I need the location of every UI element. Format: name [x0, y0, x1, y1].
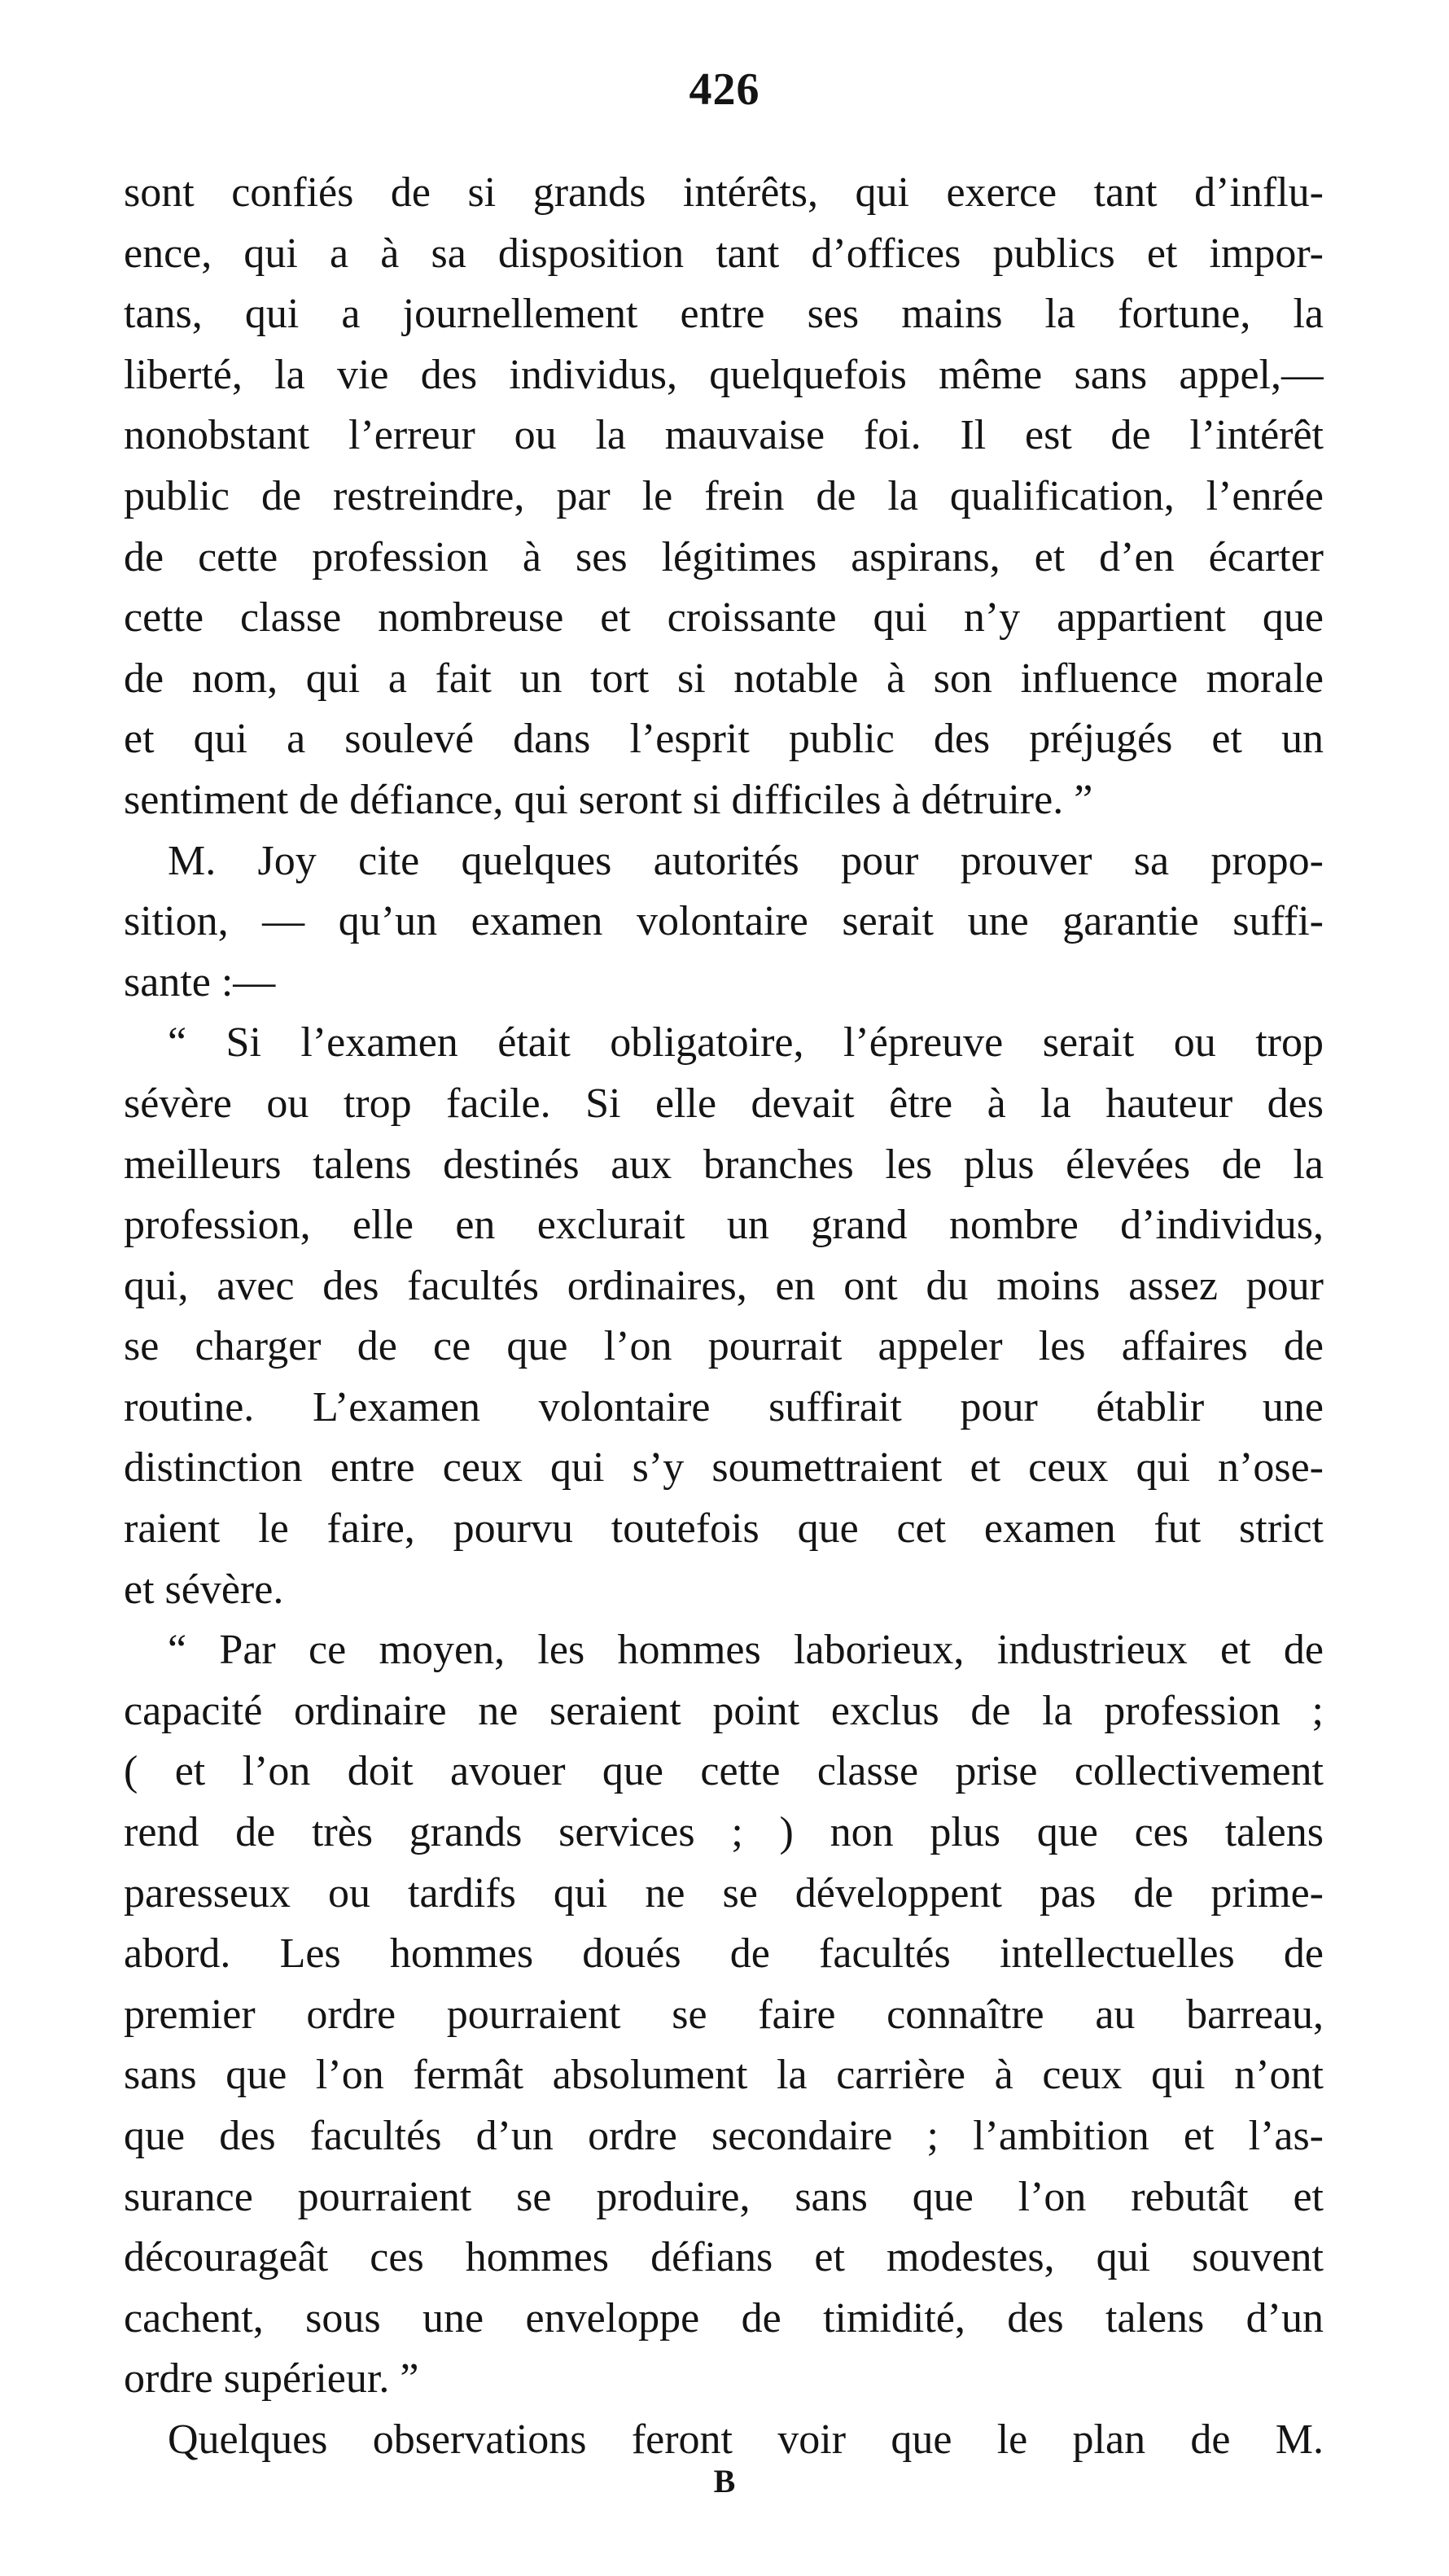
- text-line: routine. L’examen volontaire suffirait pour établir une: [124, 1383, 1324, 1430]
- text-line: Quelques observations feront voir que le plan de M.: [168, 2416, 1324, 2463]
- body-text: [124, 163, 1324, 2471]
- text-line: nonobstant l’erreur ou la mauvaise foi. Il est de l’intérêt: [124, 412, 1324, 459]
- text-line: meilleurs talens destinés aux branches les plus élevées de la: [124, 1141, 1324, 1188]
- text-line: se charger de ce que l’on pourrait appeler les affaires de: [124, 1323, 1324, 1370]
- text-line: profession, elle en exclurait un grand nombre d’individus,: [124, 1202, 1324, 1249]
- text-line: surance pourraient se produire, sans que l’on rebutât et: [124, 2173, 1324, 2220]
- text-line: de nom, qui a fait un tort si notable à son influence morale: [124, 655, 1324, 702]
- text-line: qui, avec des facultés ordinaires, en ont du moins assez pour: [124, 1262, 1324, 1309]
- text-line: “ Si l’examen était obligatoire, l’épreuve serait ou trop: [168, 1019, 1324, 1067]
- text-line: public de restreindre, par le frein de la qualification, l’enrée: [124, 472, 1324, 519]
- text-line: rend de très grands services ; ) non plus que ces talens: [124, 1809, 1324, 1856]
- text-line: sition, — qu’un examen volontaire serait une garantie suffi-: [124, 898, 1324, 945]
- text-line: raient le faire, pourvu toutefois que cet examen fut strict: [124, 1505, 1324, 1553]
- text-line: sentiment de défiance, qui seront si difficiles à détruire. ”: [124, 776, 1093, 823]
- text-line: sans que l’on fermât absolument la carrière à ceux qui n’ont: [124, 2052, 1324, 2099]
- text-line: liberté, la vie des individus, quelquefois même sans appel,—: [124, 351, 1324, 398]
- text-line: sont confiés de si grands intérêts, qui exerce tant d’influ-: [124, 169, 1324, 216]
- text-line: cette classe nombreuse et croissante qui n’y appartient que: [124, 594, 1324, 642]
- text-line: capacité ordinaire ne seraient point exclus de la profession ;: [124, 1687, 1324, 1734]
- text-line: abord. Les hommes doués de facultés intellectuelles de: [124, 1930, 1324, 1978]
- text-line: et sévère.: [124, 1566, 284, 1613]
- text-line: que des facultés d’un ordre secondaire ; l’ambition et l’as-: [124, 2113, 1324, 2159]
- text-line: ordre supérieur. ”: [124, 2355, 419, 2403]
- text-line: ( et l’on doit avouer que cette classe prise collectivement: [124, 1748, 1324, 1795]
- text-line: premier ordre pourraient se faire connaître au barreau,: [124, 1991, 1324, 2038]
- text-line: décourageât ces hommes défians et modestes, qui souvent: [124, 2234, 1324, 2281]
- text-line: de cette profession à ses légitimes aspirans, et d’en écarter: [124, 533, 1324, 580]
- text-line: sévère ou trop facile. Si elle devait être à la hauteur des: [124, 1080, 1324, 1127]
- text-line: ence, qui a à sa disposition tant d’offices publics et impor-: [124, 230, 1324, 277]
- text-line: M. Joy cite quelques autorités pour prouver sa propo-: [168, 837, 1324, 884]
- text-line: “ Par ce moyen, les hommes laborieux, industrieux et de: [168, 1627, 1324, 1674]
- text-line: distinction entre ceux qui s’y soumettraient et ceux qui n’ose-: [124, 1444, 1324, 1492]
- text-line: et qui a soulevé dans l’esprit public des préjugés et un: [124, 716, 1324, 763]
- text-line: tans, qui a journellement entre ses mains la fortune, la: [124, 291, 1324, 338]
- text-line: sante :—: [124, 958, 276, 1005]
- page-number: 426: [689, 64, 760, 115]
- text-line: cachent, sous une enveloppe de timidité, des talens d’un: [124, 2294, 1324, 2342]
- signature-mark: B: [713, 2463, 736, 2499]
- text-line: paresseux ou tardifs qui ne se développent pas de prime-: [124, 1869, 1324, 1917]
